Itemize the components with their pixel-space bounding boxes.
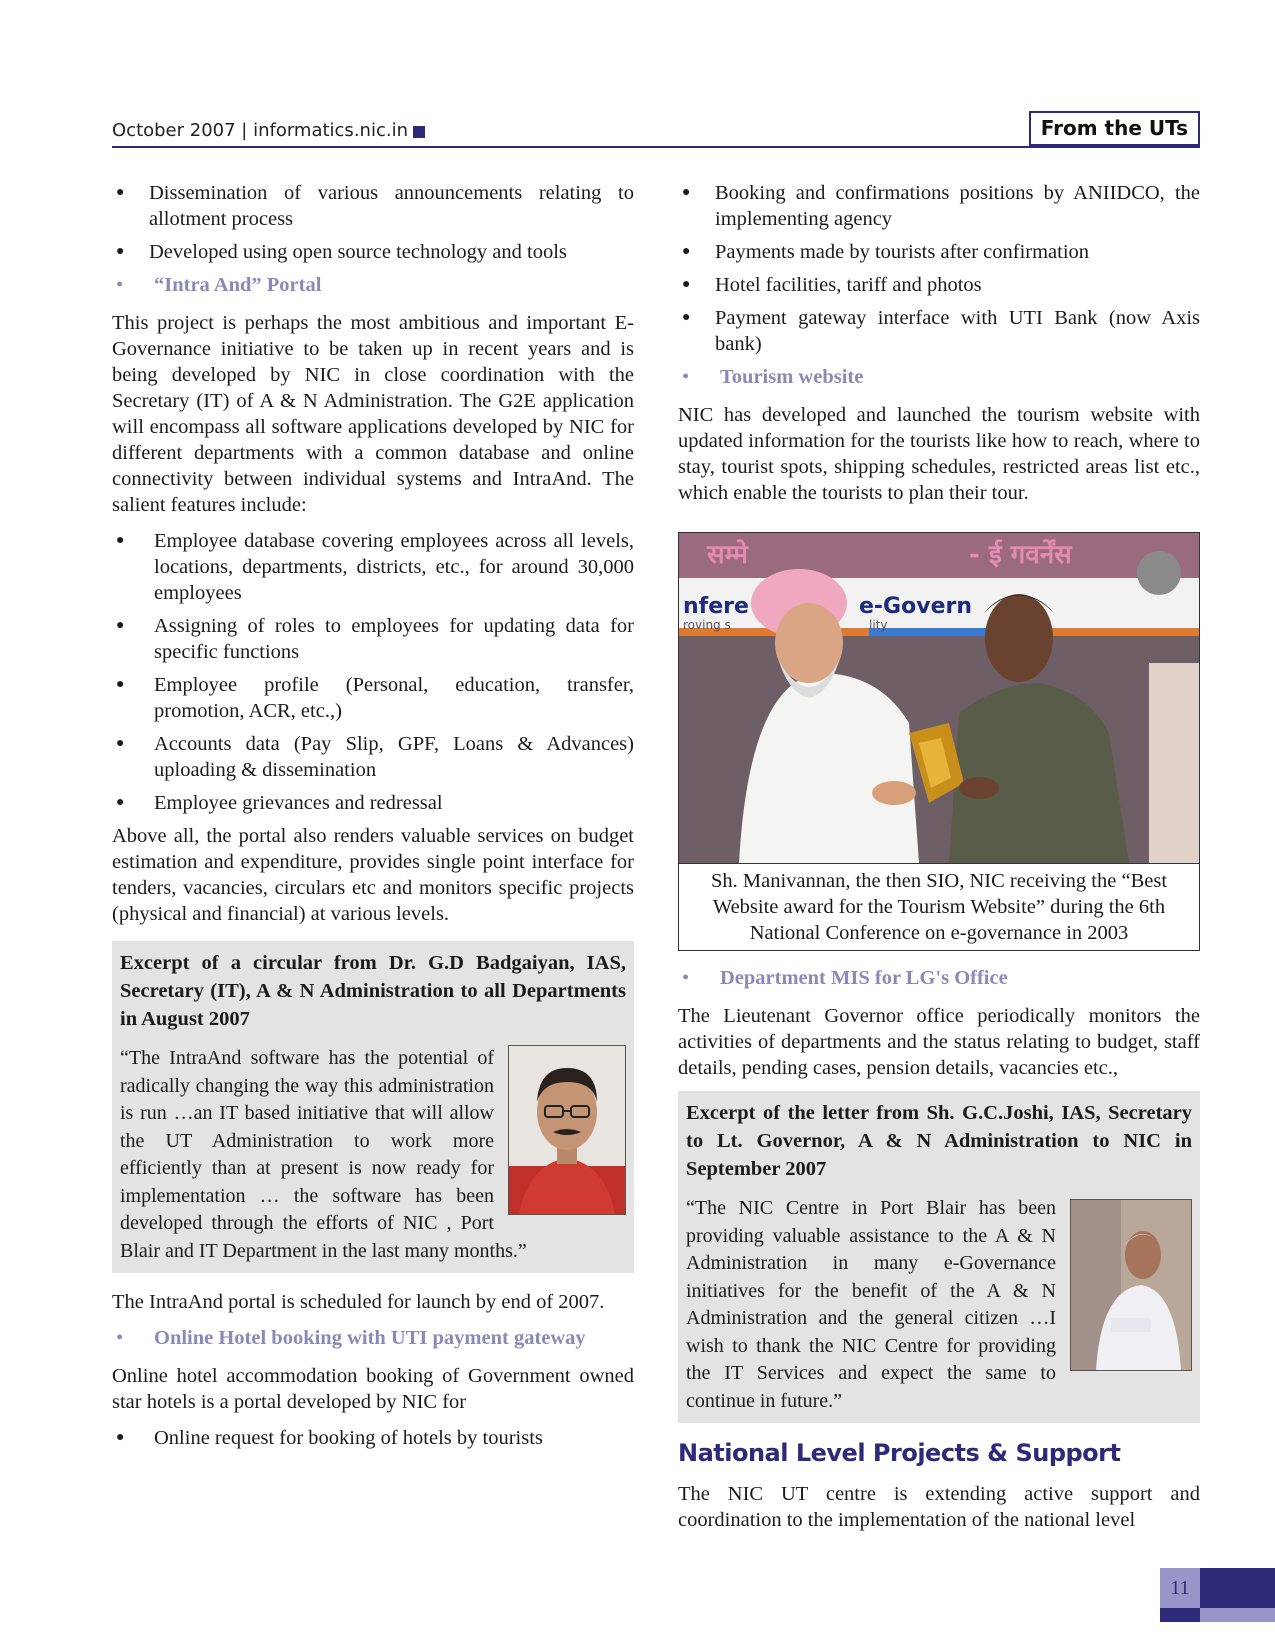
paragraph: The Lieutenant Governor office periodically monitors the activities of departments and the status relating to budget, staff details, pending cases, pension details, vacancies etc., xyxy=(678,1005,1200,1079)
list-item: ● Payment gateway interface with UTI Bank (now Axis bank) xyxy=(678,305,1200,357)
section-tag: From the UTs xyxy=(1029,111,1200,146)
subhead-intraand: • “Intra And” Portal xyxy=(112,272,634,298)
paragraph: Above all, the portal also renders valuable services on budget estimation and expenditure, provides single point interface for tenders, vacancies, circulars etc and monitors specific projects (physical and financial) at various levels. xyxy=(112,825,634,925)
list-item: ● Developed using open source technology and tools xyxy=(112,239,634,265)
footer-bar xyxy=(1200,1568,1275,1608)
list-item: ● Payments made by tourists after confirmation xyxy=(678,239,1200,265)
right-top-bullets xyxy=(678,180,1200,357)
list-item: ● Booking and confirmations positions by ANIIDCO, the implementing agency xyxy=(678,180,1200,232)
left-bottom-bullets xyxy=(112,1425,634,1451)
photo-banner-text: सम्मे xyxy=(707,540,748,570)
portrait-photo xyxy=(508,1045,626,1215)
subhead-hotel-booking: • Online Hotel booking with UTI payment gateway xyxy=(112,1325,634,1351)
right-column xyxy=(678,180,1200,1543)
letter-excerpt-box xyxy=(678,1091,1200,1423)
left-top-bullets xyxy=(112,180,634,265)
list-item: ● Online request for booking of hotels by tourists xyxy=(112,1425,634,1451)
section-heading: National Level Projects & Support xyxy=(678,1439,1121,1467)
list-item: ● Employee grievances and redressal xyxy=(112,790,634,816)
footer-bar xyxy=(1200,1608,1275,1622)
paragraph: The IntraAnd portal is scheduled for launch by end of 2007. xyxy=(112,1291,605,1313)
left-column xyxy=(112,180,634,1458)
header-issue-info: October 2007 | informatics.nic.in xyxy=(112,120,408,141)
header-square-icon xyxy=(413,126,425,138)
photo-banner-text: e-Govern xyxy=(859,594,972,619)
photo-banner-text: - ई गवर्नेंस xyxy=(969,540,1072,570)
box-title: Excerpt of a circular from Dr. G.D Badgaiyan, IAS, Secretary (IT), A & N Administration to all Departments in August 2007 xyxy=(120,952,626,1030)
portrait-man-icon xyxy=(509,1046,625,1214)
paragraph: NIC has developed and launched the tourism website with updated information for the tourists like how to reach, where to stay, tourist spots, shipping schedules, restricted areas list etc., which enable the tourists to plan their tour. xyxy=(678,404,1200,504)
list-item: ● Assigning of roles to employees for updating data for specific functions xyxy=(112,613,634,665)
list-item: ● Accounts data (Pay Slip, GPF, Loans & Advances) uploading & dissemination xyxy=(112,731,634,783)
box-quote: “The IntraAnd software has the potential of radically changing the way this administration is run …an IT based initiative that will allow the UT Administration to work more efficiently than at present is now ready for implementation … the software has been developed through the efforts of NIC , Port Blair and IT Department in the last many months.” xyxy=(120,1047,527,1262)
circular-excerpt-box xyxy=(112,941,634,1273)
header-rule xyxy=(112,146,1200,148)
paragraph: The NIC UT centre is extending active support and coordination to the implementation of the national level xyxy=(678,1483,1200,1531)
box-quote: “The NIC Centre in Port Blair has been providing valuable assistance to the A & N Administration in many e-Governance initiatives for the benefit of the A & N Administration and the general citizen …I wish to thank the NIC Centre for providing the IT Services and expect the same to continue in future.” xyxy=(686,1197,1056,1412)
list-item: ● Dissemination of various announcements relating to allotment process xyxy=(112,180,634,232)
photo-caption: Sh. Manivannan, the then SIO, NIC receiving the “Best Website award for the Tourism Website” during the 6th National Conference on e-governance in 2003 xyxy=(678,864,1200,951)
list-item: ● Hotel facilities, tariff and photos xyxy=(678,272,1200,298)
feature-list xyxy=(112,528,634,816)
list-item: ● Employee database covering employees across all levels, locations, departments, districts, etc., for around 30,000 employees xyxy=(112,528,634,606)
photo-banner-text: nfere xyxy=(683,594,749,619)
award-photo-figure xyxy=(678,532,1200,951)
photo-banner-text: roving s xyxy=(683,618,731,632)
award-ceremony-icon xyxy=(679,533,1200,863)
subhead-department-mis: • Department MIS for LG's Office xyxy=(678,965,1200,991)
portrait-photo xyxy=(1070,1199,1192,1371)
box-title: Excerpt of the letter from Sh. G.C.Joshi, IAS, Secretary to Lt. Governor, A & N Administration to NIC in September 2007 xyxy=(686,1102,1192,1180)
subhead-tourism: • Tourism website xyxy=(678,364,1200,390)
list-item: ● Employee profile (Personal, education, transfer, promotion, ACR, etc.,) xyxy=(112,672,634,724)
photo-banner-text: lity xyxy=(869,618,888,632)
page-number: 11 xyxy=(1160,1568,1200,1608)
footer-bar xyxy=(1160,1608,1200,1622)
portrait-seated-man-icon xyxy=(1071,1200,1191,1370)
award-photo xyxy=(678,532,1200,864)
paragraph: Online hotel accommodation booking of Government owned star hotels is a portal developed by NIC for xyxy=(112,1365,634,1413)
paragraph: This project is perhaps the most ambitious and important E-Governance initiative to be taken up in recent years and is being developed by NIC in close coordination with the Secretary (IT) of A & N Administration. The G2E application will encompass all software applications developed by NIC for different departments with a common database and online connectivity between individual systems and IntraAnd. The salient features include: xyxy=(112,312,634,516)
